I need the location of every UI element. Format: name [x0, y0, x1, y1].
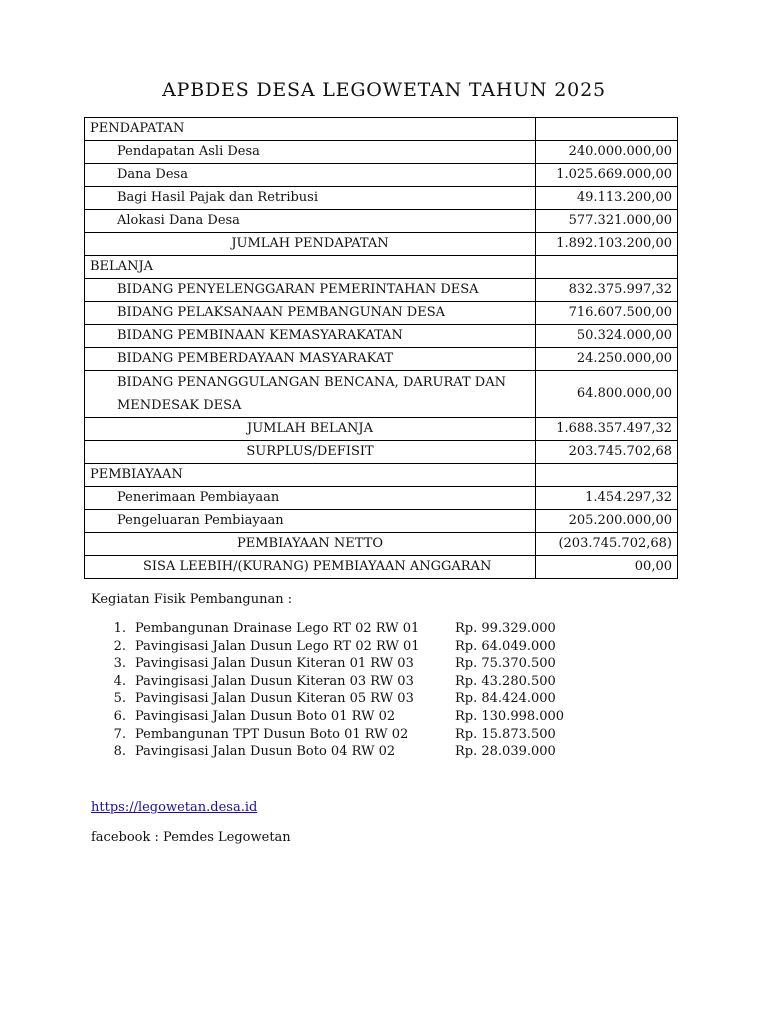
kegiatan-list	[91, 620, 611, 761]
item-number: 5.	[113, 691, 126, 707]
row-value: 240.000.000,00	[536, 141, 678, 164]
row-label: Pengeluaran Pembiayaan	[85, 510, 536, 533]
sisa-pembiayaan-label: SISA LEEBIH/(KURANG) PEMBIAYAAN ANGGARAN	[85, 556, 536, 579]
row-value: 24.250.000,00	[536, 348, 678, 371]
item-number: 8.	[113, 744, 126, 760]
table-row	[85, 279, 678, 302]
item-amount: Rp. 84.424.000	[455, 691, 556, 707]
row-value: 64.800.000,00	[536, 371, 678, 418]
list-item	[91, 638, 611, 656]
table-row	[85, 164, 678, 187]
row-value: 205.200.000,00	[536, 510, 678, 533]
item-name: Pavingisasi Jalan Dusun Boto 01 RW 02	[135, 708, 396, 724]
row-value: 1.025.669.000,00	[536, 164, 678, 187]
row-label: Pendapatan Asli Desa	[85, 141, 536, 164]
page-title: APBDES DESA LEGOWETAN TAHUN 2025	[162, 79, 606, 101]
table-row	[85, 118, 678, 141]
item-amount: Rp. 99.329.000	[455, 621, 556, 636]
total-pendapatan-value: 1.892.103.200,00	[536, 233, 678, 256]
facebook-text: facebook : Pemdes Legowetan	[91, 830, 291, 845]
item-amount: Rp. 130.998.000	[455, 708, 565, 724]
website-link[interactable]: https://legowetan.desa.id	[91, 800, 258, 815]
item-amount: Rp. 43.280.500	[455, 673, 556, 689]
item-number: 2.	[113, 638, 126, 654]
table-row	[85, 510, 678, 533]
list-item	[91, 726, 611, 744]
total-belanja-label: JUMLAH BELANJA	[85, 418, 536, 441]
item-name: Pavingisasi Jalan Dusun Kiteran 01 RW 03	[135, 656, 414, 672]
row-value: 50.324.000,00	[536, 325, 678, 348]
kegiatan-title: Kegiatan Fisik Pembangunan :	[91, 592, 293, 607]
table-row	[85, 325, 678, 348]
list-item	[91, 743, 611, 761]
row-value: 1.454.297,32	[536, 487, 678, 510]
item-name: Pembangunan TPT Dusun Boto 01 RW 02	[135, 726, 409, 742]
pembiayaan-netto-label: PEMBIAYAAN NETTO	[85, 533, 536, 556]
section-header-pendapatan: PENDAPATAN	[85, 118, 536, 141]
item-number: 3.	[113, 656, 126, 672]
table-row	[85, 233, 678, 256]
row-label: BIDANG PENANGGULANGAN BENCANA, DARURAT DAN MENDESAK DESA	[85, 371, 536, 418]
table-row	[85, 533, 678, 556]
row-label: Penerimaan Pembiayaan	[85, 487, 536, 510]
item-amount: Rp. 75.370.500	[455, 656, 556, 672]
table-row	[85, 441, 678, 464]
table-row	[85, 141, 678, 164]
table-row	[85, 464, 678, 487]
row-value: 832.375.997,32	[536, 279, 678, 302]
item-name: Pembangunan Drainase Lego RT 02 RW 01	[135, 621, 420, 636]
row-label: BIDANG PELAKSANAAN PEMBANGUNAN DESA	[85, 302, 536, 325]
empty-cell	[536, 118, 678, 141]
row-label: BIDANG PEMBINAAN KEMASYARAKATAN	[85, 325, 536, 348]
surplus-defisit-label: SURPLUS/DEFISIT	[85, 441, 536, 464]
row-value: 49.113.200,00	[536, 187, 678, 210]
empty-cell	[536, 464, 678, 487]
item-number: 4.	[113, 673, 126, 689]
table-row	[85, 371, 678, 418]
table-row	[85, 556, 678, 579]
section-header-pembiayaan: PEMBIAYAAN	[85, 464, 536, 487]
row-value: 577.321.000,00	[536, 210, 678, 233]
empty-cell	[536, 256, 678, 279]
table-row	[85, 348, 678, 371]
list-item	[91, 620, 611, 638]
table-row	[85, 210, 678, 233]
row-label: Dana Desa	[85, 164, 536, 187]
list-item	[91, 673, 611, 691]
list-item	[91, 690, 611, 708]
section-header-belanja: BELANJA	[85, 256, 536, 279]
item-name: Pavingisasi Jalan Dusun Lego RT 02 RW 01	[135, 638, 420, 654]
row-label: Alokasi Dana Desa	[85, 210, 536, 233]
table-row	[85, 187, 678, 210]
list-item	[91, 655, 611, 673]
apbdes-table	[84, 117, 678, 579]
item-amount: Rp. 64.049.000	[455, 638, 556, 654]
total-belanja-value: 1.688.357.497,32	[536, 418, 678, 441]
table-row	[85, 256, 678, 279]
item-number: 6.	[113, 708, 126, 724]
row-value: 716.607.500,00	[536, 302, 678, 325]
item-amount: Rp. 28.039.000	[455, 744, 556, 760]
item-name: Pavingisasi Jalan Dusun Boto 04 RW 02	[135, 744, 396, 760]
table-row	[85, 418, 678, 441]
total-pendapatan-label: JUMLAH PENDAPATAN	[85, 233, 536, 256]
table-row	[85, 302, 678, 325]
item-name: Pavingisasi Jalan Dusun Kiteran 05 RW 03	[135, 691, 414, 707]
item-number: 1.	[113, 621, 126, 636]
item-number: 7.	[113, 726, 126, 742]
sisa-pembiayaan-value: 00,00	[536, 556, 678, 579]
row-label: BIDANG PEMBERDAYAAN MASYARAKAT	[85, 348, 536, 371]
surplus-defisit-value: 203.745.702,68	[536, 441, 678, 464]
list-item	[91, 708, 611, 726]
row-label: Bagi Hasil Pajak dan Retribusi	[85, 187, 536, 210]
table-row	[85, 487, 678, 510]
item-amount: Rp. 15.873.500	[455, 726, 556, 742]
item-name: Pavingisasi Jalan Dusun Kiteran 03 RW 03	[135, 673, 414, 689]
pembiayaan-netto-value: (203.745.702,68)	[536, 533, 678, 556]
row-label: BIDANG PENYELENGGARAN PEMERINTAHAN DESA	[85, 279, 536, 302]
